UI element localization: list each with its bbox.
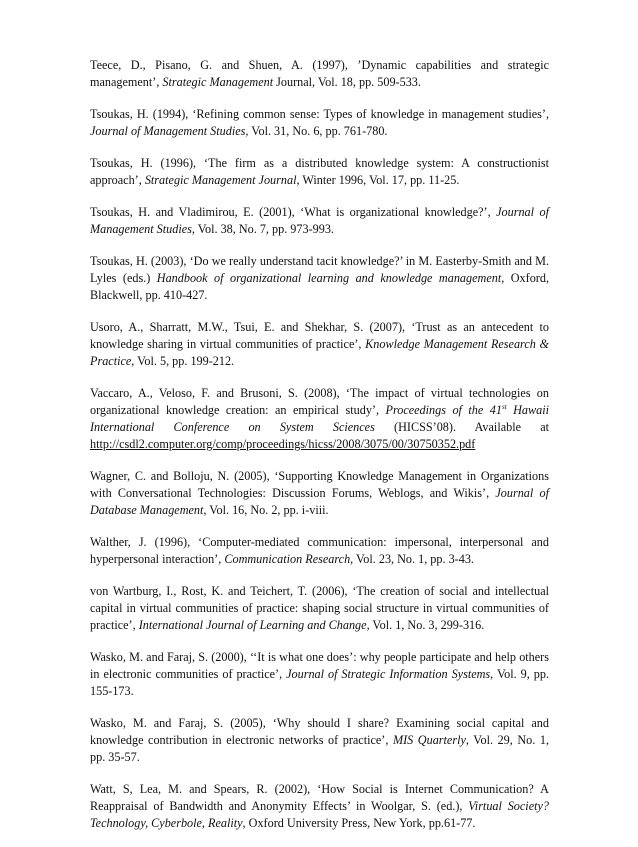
- reference-italic-title: Journal of Strategic Information Systems: [286, 667, 491, 681]
- reference-entry-walther-1996: [90, 534, 549, 568]
- reference-segment: Tsoukas, H. (2003), ‘Do we really understand tacit knowledge?’ in M. Easterby-Smith and M. Lyles (eds.): [90, 254, 549, 285]
- reference-italic-title: Communication Research: [224, 552, 351, 566]
- reference-text: [90, 156, 549, 187]
- reference-segment: Tsoukas, H. (1996), ‘The firm as a distributed knowledge system: A constructionist approach’,: [90, 156, 549, 187]
- reference-entry-wasko-2005: [90, 715, 549, 766]
- reference-entry-usoro-2007: [90, 319, 549, 370]
- reference-entry-tsoukas-1996: [90, 155, 549, 189]
- reference-segment: Walther, J. (1996), ‘Computer-mediated communication: impersonal, interpersonal and hyperpersonal interaction’,: [90, 535, 549, 566]
- reference-italic-title: Handbook of organizational learning and knowledge management: [156, 271, 502, 285]
- reference-segment: Teece, D., Pisano, G. and Shuen, A. (1997), ’Dynamic capabilities and strategic management’,: [90, 58, 549, 89]
- reference-entry-tsoukas-vladimirou-2001: [90, 204, 549, 238]
- reference-segment: Watt, S, Lea, M. and Spears, R. (2002), ‘How Social is Internet Communication? A Reappraisal of Bandwidth and Anonymity Effects’ in Woolgar, S. (ed.),: [90, 782, 549, 813]
- reference-text: [90, 254, 549, 302]
- reference-entry-wasko-2000: [90, 649, 549, 700]
- reference-text: [90, 535, 549, 566]
- reference-segment: , Vol. 16, No. 2, pp. i-viii.: [203, 503, 329, 517]
- reference-segment: , Oxford University Press, New York, pp.61-77.: [242, 816, 476, 830]
- reference-text: [90, 107, 549, 138]
- reference-italic-title: MIS Quarterly: [392, 733, 466, 747]
- reference-segment: , Winter 1996, Vol. 17, pp. 11-25.: [296, 173, 460, 187]
- reference-entry-wagner-2005: [90, 468, 549, 519]
- reference-segment: Journal, Vol. 18, pp. 509-533.: [273, 75, 421, 89]
- reference-text: [90, 469, 549, 517]
- reference-italic-title: Hawaii International Conference on System Sciences: [90, 403, 550, 434]
- reference-text: [90, 716, 549, 764]
- reference-segment: , Vol. 38, No. 7, pp. 973-993.: [191, 222, 334, 236]
- reference-italic-title: Strategic Management Journal: [144, 173, 297, 187]
- reference-segment: Vaccaro, A., Veloso, F. and Brusoni, S. (2008), ‘The impact of virtual technologies on organizational knowledge creation: an empirical study’,: [90, 386, 549, 417]
- reference-text: [90, 58, 549, 89]
- reference-segment: , Vol. 5, pp. 199-212.: [131, 354, 235, 368]
- ordinal-superscript: st: [501, 402, 507, 411]
- reference-segment: von Wartburg, I., Rost, K. and Teichert, T. (2006), ‘The creation of social and intellectual capital in virtual communities of practice: shaping social structure in virtual communities of practice’,: [90, 584, 549, 632]
- reference-entry-tsoukas-1994: [90, 106, 549, 140]
- reference-segment: , Vol. 29, No. 1, pp. 35-57.: [90, 733, 550, 764]
- reference-text: [90, 320, 549, 368]
- reference-italic-title: Journal of Database Management: [90, 486, 549, 517]
- reference-segment: , Vol. 23, No. 1, pp. 3-43.: [350, 552, 474, 566]
- reference-entry-vonwartburg-2006: [90, 583, 549, 634]
- reference-segment: , Vol. 9, pp. 155-173.: [90, 667, 549, 698]
- reference-italic-title: International Journal of Learning and Change: [138, 618, 367, 632]
- reference-segment: , Oxford, Blackwell, pp. 410-427.: [90, 271, 549, 302]
- reference-italic-title: Knowledge Management Research & Practice: [90, 337, 549, 368]
- reference-segment: (HICSS’08). Available at: [374, 420, 549, 434]
- reference-segment: Tsoukas, H. and Vladimirou, E. (2001), ‘What is organizational knowledge?’,: [90, 205, 497, 219]
- reference-text: [90, 584, 549, 632]
- reference-text: [90, 386, 549, 451]
- reference-text: [90, 205, 549, 236]
- reference-italic-title: Journal of Management Studies: [90, 205, 549, 236]
- reference-segment: Tsoukas, H. (1994), ‘Refining common sense: Types of knowledge in management studies’,: [90, 107, 549, 121]
- reference-url-link[interactable]: http://csdl2.computer.org/comp/proceedings/hicss/2008/3075/00/30750352.pdf: [90, 437, 476, 451]
- reference-italic-title: Proceedings of the 41: [385, 403, 502, 417]
- reference-entry-vaccaro-2008: [90, 385, 549, 453]
- reference-italic-title: Journal of Management Studies: [90, 124, 246, 138]
- reference-segment: , Vol. 1, No. 3, 299-316.: [366, 618, 485, 632]
- reference-segment: Wasko, M. and Faraj, S. (2005), ‘Why should I share? Examining social capital and knowledge contribution in electronic networks of practice’,: [90, 716, 549, 747]
- reference-entry-tsoukas-2003: [90, 253, 549, 304]
- reference-text: [90, 782, 549, 830]
- reference-italic-title: Strategic Management: [162, 75, 274, 89]
- reference-segment: Wasko, M. and Faraj, S. (2000), ‘‘It is what one does’: why people participate and help others in electronic communities of practice’,: [90, 650, 549, 681]
- reference-italic-title: Virtual Society? Technology, Cyberbole, Reality: [90, 799, 549, 830]
- reference-entry-teece-1997: [90, 57, 549, 91]
- reference-segment: Usoro, A., Sharratt, M.W., Tsui, E. and Shekhar, S. (2007), ‘Trust as an antecedent to knowledge sharing in virtual communities of practice’,: [90, 320, 549, 351]
- reference-segment: , Vol. 31, No. 6, pp. 761-780.: [245, 124, 388, 138]
- reference-text: [90, 650, 549, 698]
- reference-list: [90, 57, 549, 847]
- reference-segment: Wagner, C. and Bolloju, N. (2005), ‘Supporting Knowledge Management in Organizations with Conversational Technologies: Discussion Forums, Weblogs, and Wikis’,: [90, 469, 549, 500]
- reference-entry-watt-2002: [90, 781, 549, 832]
